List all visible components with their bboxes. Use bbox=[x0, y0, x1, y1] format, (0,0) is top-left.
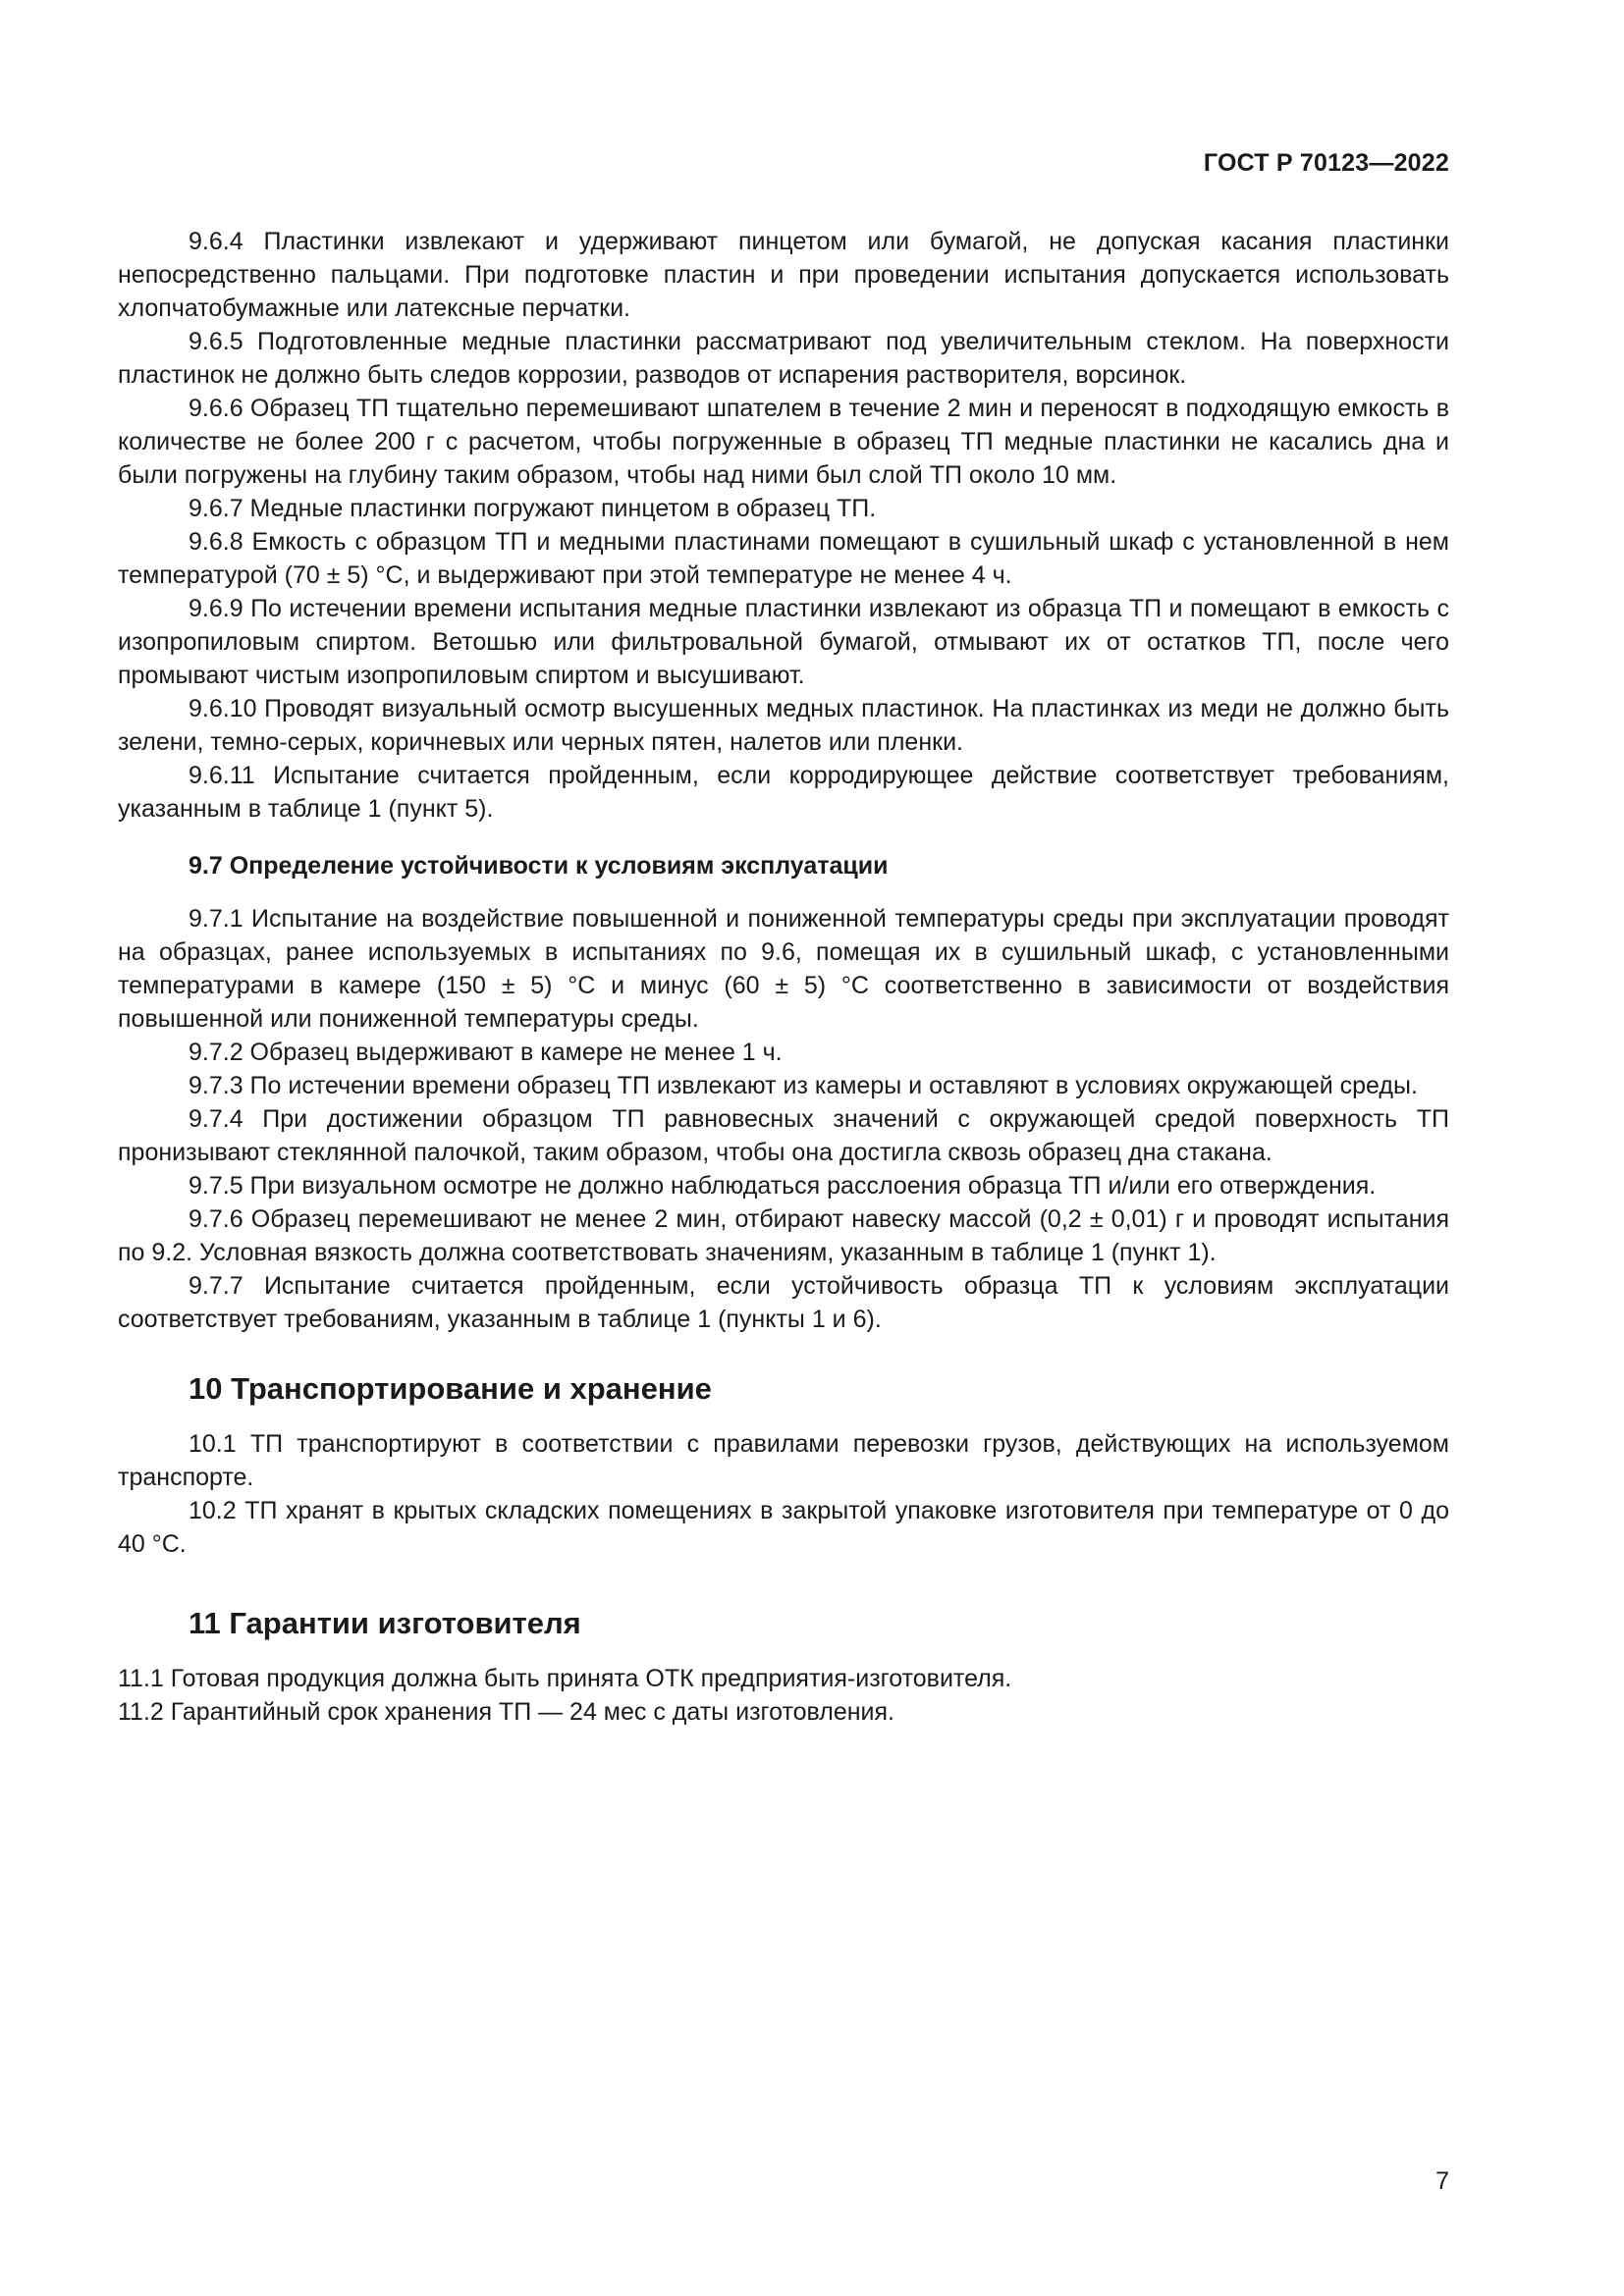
document-header-standard-number: ГОСТ Р 70123—2022 bbox=[1203, 149, 1449, 177]
paragraph-11-2: 11.2 Гарантийный срок хранения ТП — 24 мес с даты изготовления. bbox=[118, 1698, 894, 1726]
paragraph-10-2: 10.2 ТП хранят в крытых складских помещениях в закрытой упаковке изготовителя при температуре от 0 до 40 °С. bbox=[118, 1497, 1449, 1558]
paragraph-9-7-4: 9.7.4 При достижении образцом ТП равновесных значений с окружающей средой поверхность ТП пронизывают стеклянной палочкой, таким образом, чтобы она достигла сквозь образец дна стакана. bbox=[118, 1105, 1449, 1166]
paragraph-9-6-10: 9.6.10 Проводят визуальный осмотр высушенных медных пластинок. На пластинках из меди не должно быть зелени, темно-серых, коричневых или черных пятен, налетов или пленки. bbox=[118, 695, 1449, 756]
section-heading-11: 11 Гарантии изготовителя bbox=[189, 1606, 581, 1640]
paragraph-9-6-8: 9.6.8 Емкость с образцом ТП и медными пластинами помещают в сушильный шкаф с установленной в нем температурой (70 ± 5) °С, и выдерживают при этой температуре не менее 4 ч. bbox=[118, 528, 1449, 589]
paragraph-9-7-5: 9.7.5 При визуальном осмотре не должно наблюдаться расслоения образца ТП и/или его отверждения. bbox=[189, 1172, 1377, 1200]
paragraph-9-6-5: 9.6.5 Подготовленные медные пластинки рассматривают под увеличительным стеклом. На поверхности пластинок не должно быть следов коррозии, разводов от испарения растворителя, ворсинок. bbox=[118, 328, 1449, 389]
paragraph-9-6-11: 9.6.11 Испытание считается пройденным, если корродирующее действие соответствует требованиям, указанным в таблице 1 (пункт 5). bbox=[118, 762, 1449, 823]
paragraph-9-6-4: 9.6.4 Пластинки извлекают и удерживают пинцетом или бумагой, не допуская касания пластинки непосредственно пальцами. При подготовке пластин и при проведении испытания допускается использовать хлопчатобумажные или латексные перчатки. bbox=[118, 228, 1449, 322]
paragraph-9-6-9: 9.6.9 По истечении времени испытания медные пластинки извлекают из образца ТП и помещают в емкость с изопропиловым спиртом. Ветошью или фильтровальной бумагой, отмывают их от остатков ТП, после чего промывают чистым изопропиловым спиртом и высушивают. bbox=[118, 595, 1449, 689]
paragraph-10-1: 10.1 ТП транспортируют в соответствии с правилами перевозки грузов, действующих на используемом транспорте. bbox=[118, 1430, 1449, 1491]
document-body bbox=[118, 225, 1449, 1729]
subsection-heading-9-7: 9.7 Определение устойчивости к условиям эксплуатации bbox=[189, 852, 889, 880]
paragraph-9-7-1: 9.7.1 Испытание на воздействие повышенной и пониженной температуры среды при эксплуатации проводят на образцах, ранее используемых в испытаниях по 9.6, помещая их в сушильный шкаф, с установленными температурами в камере (150 ± 5) °С и минус (60 ± 5) °С соответственно в зависимости от воздействия повышенной или пониженной температуры среды. bbox=[118, 905, 1449, 1033]
paragraph-9-7-2: 9.7.2 Образец выдерживают в камере не менее 1 ч. bbox=[189, 1039, 783, 1066]
paragraph-9-7-6: 9.7.6 Образец перемешивают не менее 2 мин, отбирают навеску массой (0,2 ± 0,01) г и проводят испытания по 9.2. Условная вязкость должна соответствовать значениям, указанным в таблице 1 (пункт 1). bbox=[118, 1205, 1449, 1266]
paragraph-9-7-3: 9.7.3 По истечении времени образец ТП извлекают из камеры и оставляют в условиях окружающей среды. bbox=[189, 1072, 1418, 1099]
paragraph-9-6-6: 9.6.6 Образец ТП тщательно перемешивают шпателем в течение 2 мин и переносят в подходящую емкость в количестве не более 200 г с расчетом, чтобы погруженные в образец ТП медные пластинки не касались дна и были погружены на глубину таким образом, чтобы над ними был слой ТП около 10 мм. bbox=[118, 395, 1449, 489]
page-number: 7 bbox=[1435, 2167, 1449, 2195]
paragraph-9-7-7: 9.7.7 Испытание считается пройденным, если устойчивость образца ТП к условиям эксплуатации соответствует требованиям, указанным в таблице 1 (пункты 1 и 6). bbox=[118, 1272, 1449, 1333]
section-heading-10: 10 Транспортирование и хранение bbox=[189, 1371, 712, 1406]
paragraph-9-6-7: 9.6.7 Медные пластинки погружают пинцетом в образец ТП. bbox=[189, 495, 877, 522]
paragraph-11-1: 11.1 Готовая продукция должна быть принята ОТК предприятия-изготовителя. bbox=[118, 1665, 1012, 1692]
